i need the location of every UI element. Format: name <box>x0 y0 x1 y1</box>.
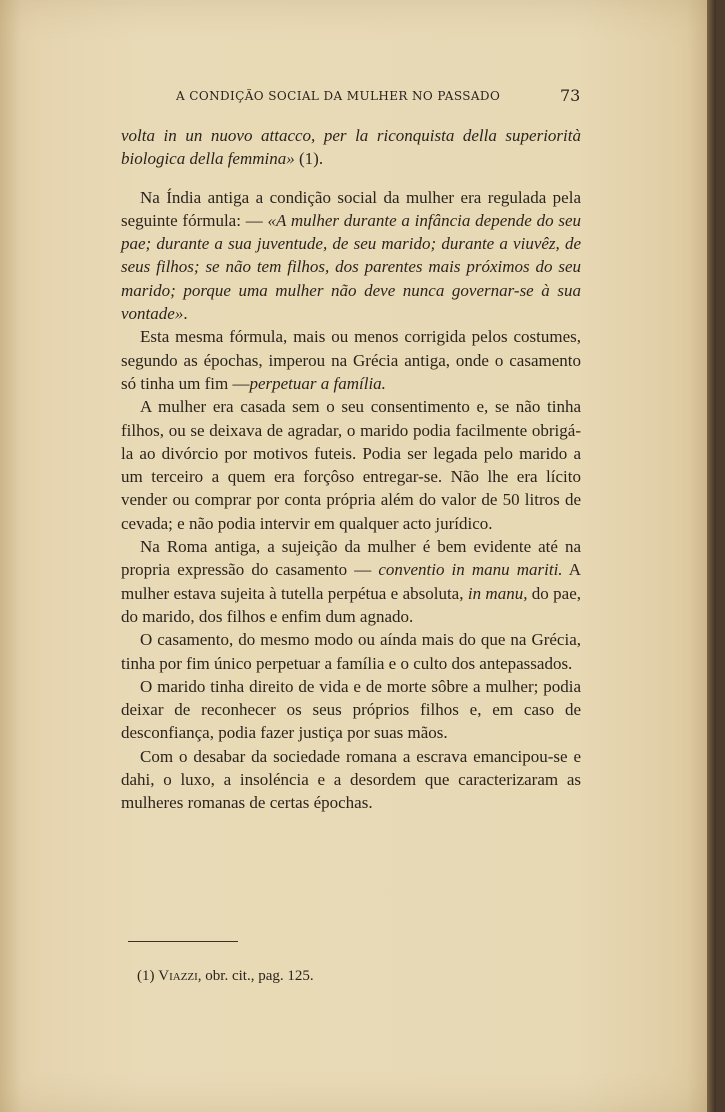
text-run: (1). <box>294 149 324 169</box>
paragraph-marido: O marido tinha direito de vida e de morte sôbre a mulher; podia deixar de reconhecer os seus próprios filhos e, em caso de desconfiança, podia fazer justiça por suas mãos. <box>121 676 581 743</box>
running-title: A CONDIÇÃO SOCIAL DA MULHER NO PASSADO <box>176 89 501 103</box>
paragraph-india <box>121 186 581 326</box>
paragraph-greece <box>121 325 581 395</box>
italic-phrase: in manu, <box>467 583 528 603</box>
text-run: Na Roma antiga, a sujeição da mulher é bem evidente até na propria expressão do casamento — <box>121 537 581 580</box>
paragraph-marriage: A mulher era casada sem o seu consentimento e, se não tinha filhos, ou se deixava de agradar, o marido podia facilmente obrigá-la ao divórcio por motivos futeis. Podia ser legada pelo marido a um terceiro a quem era forçôso entregar-se. Não lhe era lícito vender ou comprar por conta própria além do valor de 50 litros de cevada; e não podia intervir em qualquer acto jurídico. <box>121 397 581 533</box>
page-header <box>0 86 716 110</box>
footnote <box>137 968 314 985</box>
paragraph-rome <box>121 535 581 628</box>
text-run: A mulher estava sujeita à tutella perpétua e absoluta, <box>121 560 581 603</box>
page-number: 73 <box>560 86 581 105</box>
italic-quote: volta in un nuovo attacco, per la riconquista della superiorità biologica della femmina» <box>121 126 581 169</box>
footnote-marker: (1) <box>137 968 155 984</box>
italic-phrase: perpetuar a família. <box>249 373 386 393</box>
text-run: do pae, do marido, dos filhos e enfim dum agnado. <box>121 583 582 626</box>
footnote-author: Viazzi <box>158 968 198 984</box>
text-run: . <box>183 304 188 324</box>
text-run: Esta mesma fórmula, mais ou menos corrigida pelos costumes, segundo as épochas, imperou na Grécia antiga, onde o casamento só tinha um fim — <box>121 327 581 393</box>
paragraph-continuation <box>121 124 581 171</box>
footnote-reference: , obr. cit., pag. 125. <box>197 968 314 984</box>
body-text <box>121 124 581 815</box>
footnote-rule <box>128 941 238 942</box>
page-edge <box>707 0 716 1112</box>
text-run: Na Índia antiga a condição social da mulher era regulada pela seguinte fórmula: — <box>121 187 581 230</box>
italic-quote: «A mulher durante a infância depende do seu pae; durante a sua juventude, de seu marido; durante a viuvêz, de seus filhos; se não tem filhos, dos parentes mais próximos do seu marido; porque uma mulher não deve nunca governar-se à sua vontade» <box>121 210 581 324</box>
paragraph-desabar: Com o desabar da sociedade romana a escrava emancipou-se e dahi, o luxo, a insoléncia e a desordem que caracterizaram as mulheres romanas de certas épochas. <box>121 746 581 813</box>
italic-phrase: conventio in manu mariti. <box>378 560 563 580</box>
paragraph-casamento: O casamento, do mesmo modo ou aínda mais do que na Grécia, tinha por fim único perpetuar a família e o culto dos antepassados. <box>121 630 581 673</box>
